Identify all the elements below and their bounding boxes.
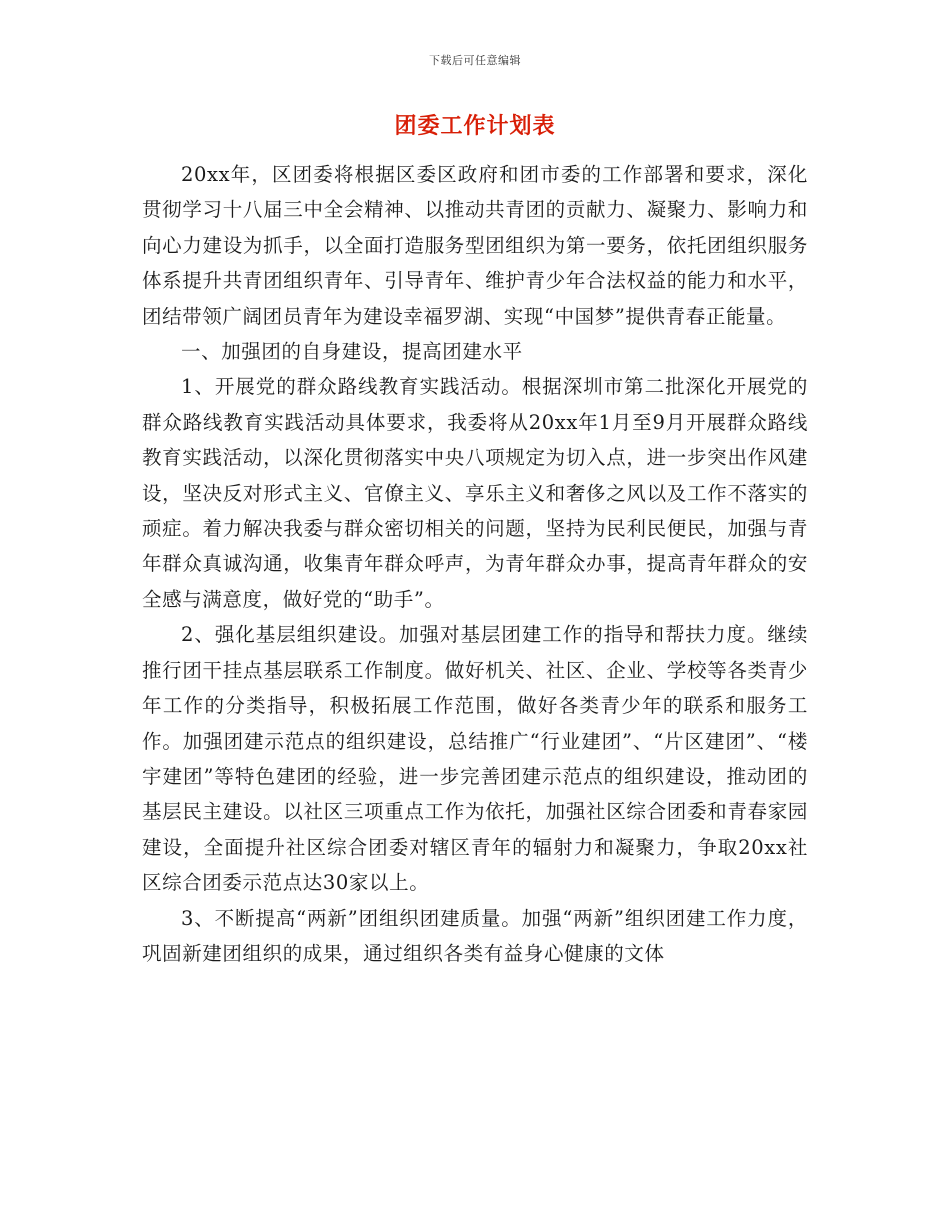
page-header-note: 下载后可任意编辑 [429, 54, 521, 67]
document-title: 团委工作计划表 [394, 114, 556, 139]
item-paragraph-2: 2、强化基层组织建设。加强对基层团建工作的指导和帮扶力度。继续推行团干挂点基层联系工作制度。做好机关、社区、企业、学校等各类青少年工作的分类指导，积极拓展工作范围，做好各类青少年的联系和服务工作。加强团建示范点的组织建设，总结推广“行业建团”、“片区建团”、“楼宇建团”等特色建团的经验，进一步完善团建示范点的组织建设，推动团的基层民主建设。以社区三项重点工作为依托，加强社区综合团委和青春家园建设，全面提升社区综合团委对辖区青年的辐射力和凝聚力，争取20xx社区综合团委示范点达30家以上。 [142, 623, 808, 895]
section-heading-1: 一、加强团的自身建设，提高团建水平 [181, 340, 523, 364]
intro-paragraph: 20xx年，区团委将根据区委区政府和团市委的工作部署和要求，深化贯彻学习十八届三中全会精神、以推动共青团的贡献力、凝聚力、影响力和向心力建设为抓手，以全面打造服务型团组织为第一要务，依托团组织服务体系提升共青团组织青年、引导青年、维护青少年合法权益的能力和水平，团结带领广阔团员青年为建设幸福罗湖、实现“中国梦”提供青春正能量。 [142, 163, 808, 328]
item-paragraph-1: 1、开展党的群众路线教育实践活动。根据深圳市第二批深化开展党的群众路线教育实践活动具体要求，我委将从20xx年1月至9月开展群众路线教育实践活动，以深化贯彻落实中央八项规定为切入点，进一步突出作风建设，坚决反对形式主义、官僚主义、享乐主义和奢侈之风以及工作不落实的顽症。着力解决我委与群众密切相关的问题，坚持为民利民便民，加强与青年群众真诚沟通，收集青年群众呼声，为青年群众办事，提高青年群众的安全感与满意度，做好党的“助手”。 [142, 375, 808, 611]
document-body [142, 157, 808, 971]
item-paragraph-3: 3、不断提高“两新”团组织团建质量。加强“两新”组织团建工作力度，巩固新建团组织的成果，通过组织各类有益身心健康的文体 [142, 906, 808, 965]
